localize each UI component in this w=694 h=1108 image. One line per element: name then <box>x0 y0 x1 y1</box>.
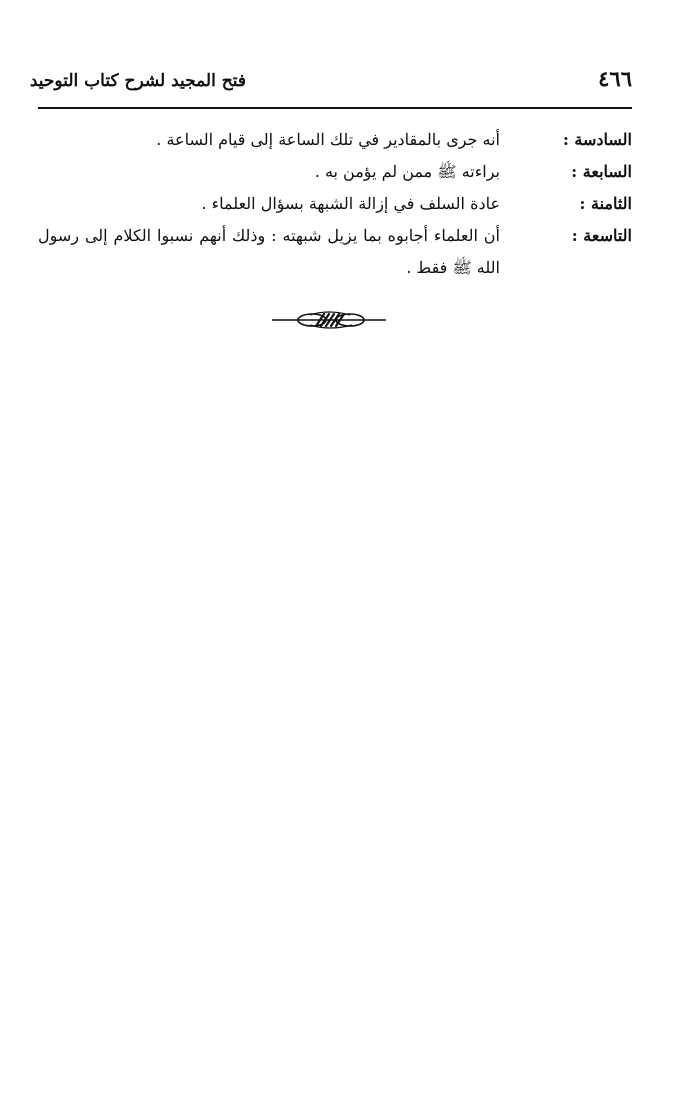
item-term: الثامنة : <box>579 194 632 213</box>
list-item <box>38 220 632 284</box>
item-term: التاسعة : <box>571 226 632 245</box>
running-title: فتح المجيد لشرح كتاب التوحيد <box>29 71 246 91</box>
header-rule <box>38 107 632 109</box>
benefits-list <box>38 124 632 284</box>
item-text: أن العلماء أجابوه بما يزيل شبهته : وذلك أنهم نسبوا الكلام إلى رسول الله ﷺ فقط . <box>38 226 500 277</box>
list-item <box>38 156 632 188</box>
page-number: ٤٦٦ <box>598 66 632 91</box>
item-text: عادة السلف في إزالة الشبهة بسؤال العلماء . <box>201 194 500 213</box>
item-text: أنه جرى بالمقادير في تلك الساعة إلى قيام الساعة . <box>156 130 500 149</box>
section-end-ornament-icon <box>270 306 388 334</box>
item-text: براءته ﷺ ممن لم يؤمن به . <box>314 162 500 181</box>
item-term: السادسة : <box>562 130 632 149</box>
list-item <box>38 188 632 220</box>
list-item <box>38 124 632 156</box>
item-term: السابعة : <box>571 162 632 181</box>
